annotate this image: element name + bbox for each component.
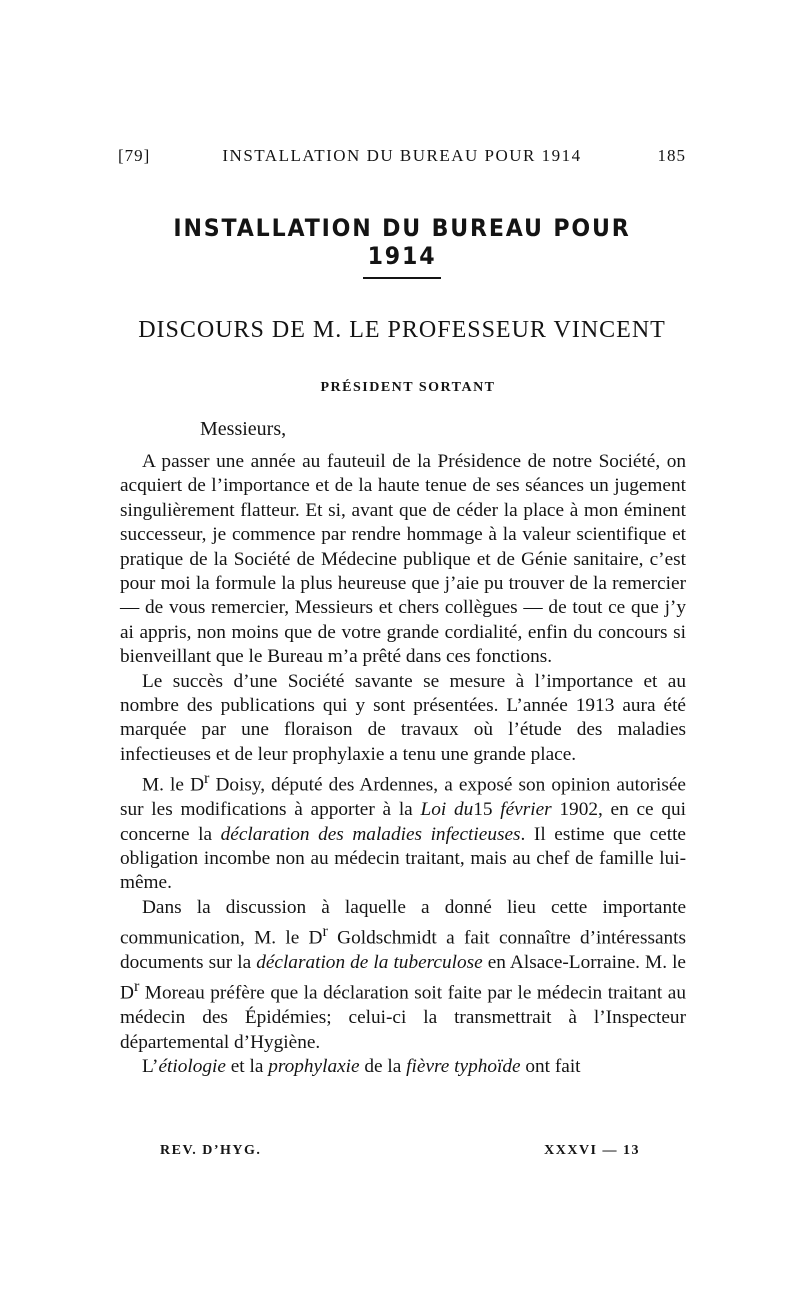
paragraph-4: Dans la discussion à laquelle a donné lieu cette importante communication, M. le $D^r$ Goldschmidt a fait connaître d’intéressants documents sur la déclaration de la tuberculose en Alsace-Lorraine. M. le $D^r$ Moreau préfère que la déclaration soit faite par le médecin traitant au médecin des Épidémies; celui-ci la transmettrait à l’Inspecteur départemental d’Hygiène. xyxy=(120,896,687,1053)
page-number: 185 xyxy=(657,146,686,165)
body-text xyxy=(120,450,686,1079)
main-title: INSTALLATION DU BUREAU POUR 1914 xyxy=(173,214,631,270)
running-title: INSTALLATION DU BUREAU POUR 1914 xyxy=(222,146,582,165)
title-divider xyxy=(363,277,441,279)
volume-signature: XXXVI — 13 xyxy=(544,1143,640,1158)
subsubtitle: PRÉSIDENT SORTANT xyxy=(320,380,496,395)
paragraph-3: M. le $D^r$ Doisy, député des Ardennes, a exposé son opinion autorisée sur les modifications à apporter à la Loi du15 février 1902, en ce qui concerne la déclaration des maladies infectieuses. Il estime que cette obligation incombe non au médecin traitant, mais au chef de famille lui-même. xyxy=(120,770,686,894)
paragraph-2: Le succès d’une Société savante se mesure à l’importance et au nombre des publications qui y sont présentées. L’année 1913 aura été marquée par une floraison de travaux où l’étude des maladies infectieuses et de leur prophylaxie a tenu une grande place. xyxy=(120,670,686,765)
page-bracket-number: [79] xyxy=(118,146,151,165)
salutation: Messieurs, xyxy=(200,418,287,440)
journal-abbreviation: REV. D’HYG. xyxy=(160,1143,262,1158)
paragraph-5: L’étiologie et la prophylaxie de la fièvre typhoïde ont fait xyxy=(142,1056,581,1078)
subtitle: DISCOURS DE M. LE PROFESSEUR VINCENT xyxy=(138,317,666,343)
paragraph-1: A passer une année au fauteuil de la Présidence de notre Société, on acquiert de l’importance et de la haute tenue de ses séances un jugement singulièrement flatteur. Et si, avant que de céder la place à mon éminent successeur, je commence par rendre hommage à la valeur scientifique et pratique de la Société de Médecine publique et de Génie sanitaire, c’est pour moi la formule la plus heureuse que j’aie pu trouver de la remercier — de vous remercier, Messieurs et chers collègues — de tout ce que j’y ai appris, non moins que de votre grande cordialité, enfin du concours si bienveillant que le Bureau m’a prêté dans ces fonctions. xyxy=(120,451,686,668)
